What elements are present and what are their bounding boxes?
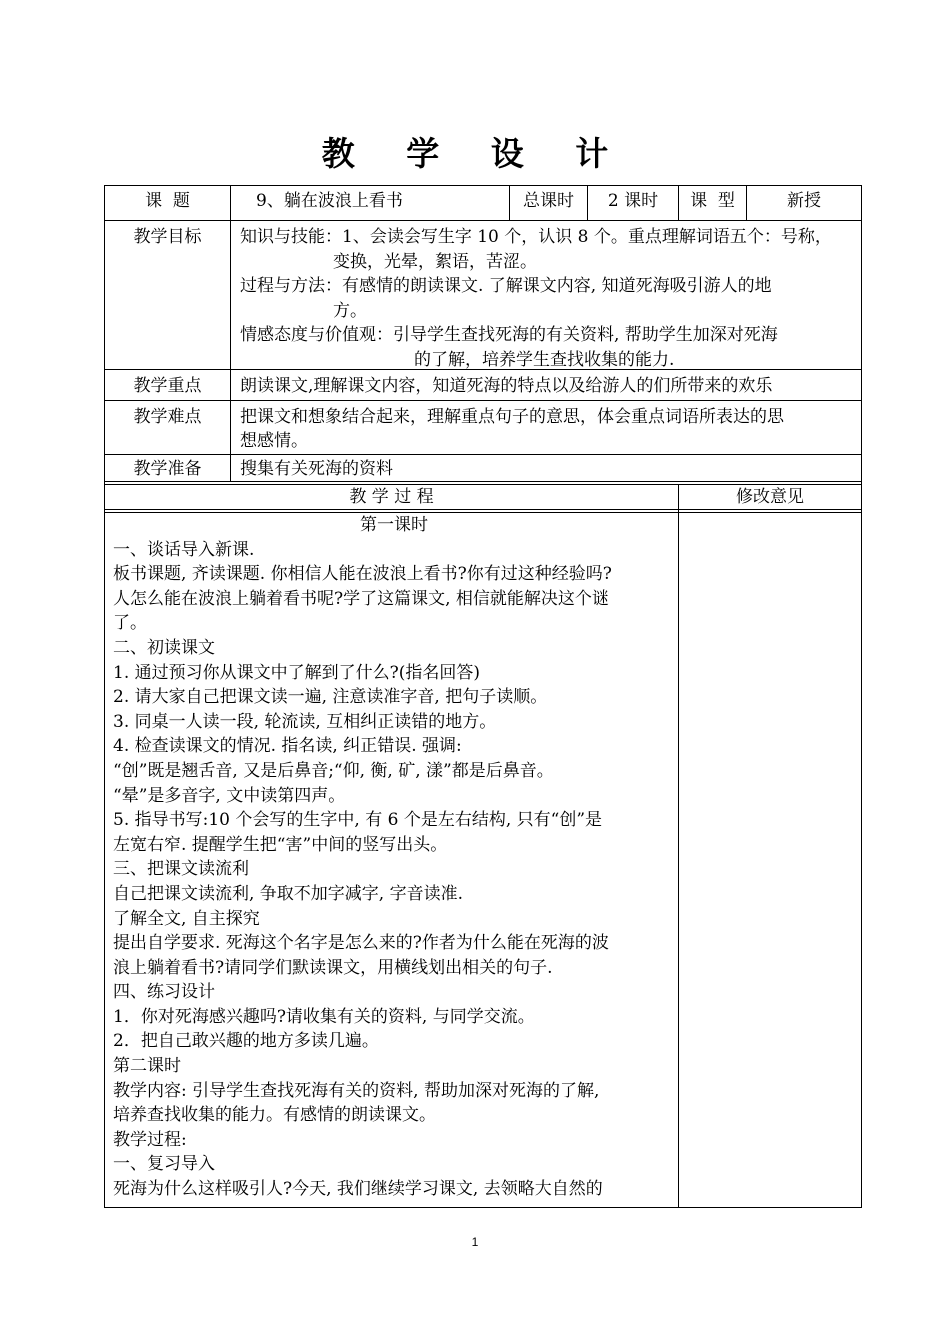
table-rule: [104, 185, 862, 186]
page-number: 1: [471, 1235, 479, 1249]
revision-header: 修改意见: [736, 487, 804, 507]
process-line: 培养查找收集的能力。有感情的朗读课文。: [113, 1105, 436, 1126]
process-line: “晕”是多音字, 文中读第四声。: [113, 785, 346, 806]
table-rule: [104, 509, 862, 510]
process-line: 4. 检查读课文的情况. 指名读, 纠正错误. 强调:: [113, 736, 462, 757]
objective-continuation: 的了解，培养学生查找收集的能力.: [414, 349, 675, 370]
process-line: 第一课时: [360, 515, 428, 535]
type-value: 新授: [787, 191, 821, 211]
process-line: 死海为什么这样吸引人?今天, 我们继续学习课文, 去领略大自然的: [113, 1179, 603, 1200]
revision-notes-area: [679, 513, 861, 1207]
key-points-text: 朗读课文,理解课文内容，知道死海的特点以及给游人的们所带来的欢乐: [240, 376, 773, 396]
process-line: 一、复习导入: [113, 1154, 215, 1175]
objectives-content: [240, 225, 860, 372]
process-line: 第二课时: [113, 1056, 181, 1077]
table-rule: [230, 185, 231, 482]
table-rule: [104, 185, 105, 1208]
process-line: 四、练习设计: [113, 982, 215, 1003]
topic-label: 课 题: [145, 191, 190, 211]
objective-item: [240, 225, 860, 274]
objective-continuation: 变换，光晕，絮语，苦涩。: [333, 251, 537, 272]
process-line: 教学过程:: [113, 1129, 187, 1150]
topic-value: 9、躺在波浪上看书: [256, 191, 403, 211]
process-line: 教学内容: 引导学生查找死海有关的资料, 帮助加深对死海的了解,: [113, 1080, 600, 1101]
process-line: 提出自学要求. 死海这个名字是怎么来的?作者为什么能在死海的波: [113, 933, 609, 954]
difficulties-label: 教学难点: [133, 407, 202, 427]
process-header: 教 学 过 程: [349, 487, 434, 507]
process-line: 三、把课文读流利: [113, 859, 249, 880]
process-line: 5. 指导书写:10 个会写的生字中, 有 6 个是左右结构, 只有“创”是: [113, 810, 603, 831]
process-line: “创”既是翘舌音, 又是后鼻音;“仰, 衡, 矿, 漾”都是后鼻音。: [113, 760, 554, 781]
process-line: 一、谈话导入新课.: [113, 539, 255, 560]
difficulties-content: [240, 405, 860, 453]
table-rule: [104, 454, 862, 455]
objective-lead: 知识与技能：1、会读会写生字 10 个，认识 8 个。重点理解词语五个：号称，: [240, 227, 832, 247]
process-line: 了。: [113, 613, 147, 634]
key-points-label: 教学重点: [133, 376, 202, 396]
process-line: 左宽右窄. 提醒学生把“害”中间的竖写出头。: [113, 834, 448, 855]
process-line: 2. 请大家自己把课文读一遍, 注意读准字音, 把句子读顺。: [113, 687, 548, 708]
total-hours-value: 2 课时: [607, 191, 659, 211]
table-rule: [104, 481, 862, 482]
process-line: 2．把自己敢兴趣的地方多读几遍。: [113, 1031, 379, 1052]
page-title: 教 学 设 计: [321, 134, 629, 173]
process-body: [113, 513, 675, 1202]
preparation-label: 教学准备: [133, 459, 202, 479]
objective-item: [240, 323, 860, 372]
objective-lead: 过程与方法：有感情的朗读课文. 了解课文内容, 知道死海吸引游人的地: [240, 276, 772, 296]
process-line: 了解全文, 自主探究: [113, 908, 260, 929]
process-line: 3. 同桌一人读一段, 轮流读, 互相纠正读错的地方。: [113, 711, 497, 732]
difficulties-line: 想感情。: [240, 431, 308, 451]
process-line: 人怎么能在波浪上躺着看书呢?学了这篇课文, 相信就能解决这个谜: [113, 588, 609, 609]
objective-continuation: 方。: [333, 300, 367, 321]
process-line: 自己把课文读流利, 争取不加字减字, 字音读准.: [113, 883, 464, 904]
difficulties-line: 把课文和想象结合起来，理解重点句子的意思，体会重点词语所表达的思: [240, 407, 784, 427]
objectives-label: 教学目标: [133, 227, 202, 247]
process-line: 1．你对死海感兴趣吗?请收集有关的资料, 与同学交流。: [113, 1006, 535, 1027]
process-line: 1. 通过预习你从课文中了解到了什么?(指名回答): [113, 662, 481, 683]
process-line: 板书课题, 齐读课题. 你相信人能在波浪上看书?你有过这种经验吗?: [113, 564, 612, 585]
total-hours-label: 总课时: [523, 191, 574, 211]
objective-lead: 情感态度与价值观：引导学生查找死海的有关资料, 帮助学生加深对死海: [240, 325, 778, 345]
table-rule: [861, 185, 862, 1208]
table-rule: [104, 220, 862, 221]
type-label: 课 型: [690, 191, 735, 211]
table-rule: [104, 1207, 862, 1208]
objective-item: [240, 274, 860, 323]
process-line: 二、初读课文: [113, 637, 215, 658]
preparation-text: 搜集有关死海的资料: [240, 459, 393, 479]
process-line: 浪上躺着看书?请同学们默读课文，用横线划出相关的句子.: [113, 957, 553, 978]
table-rule: [104, 400, 862, 401]
